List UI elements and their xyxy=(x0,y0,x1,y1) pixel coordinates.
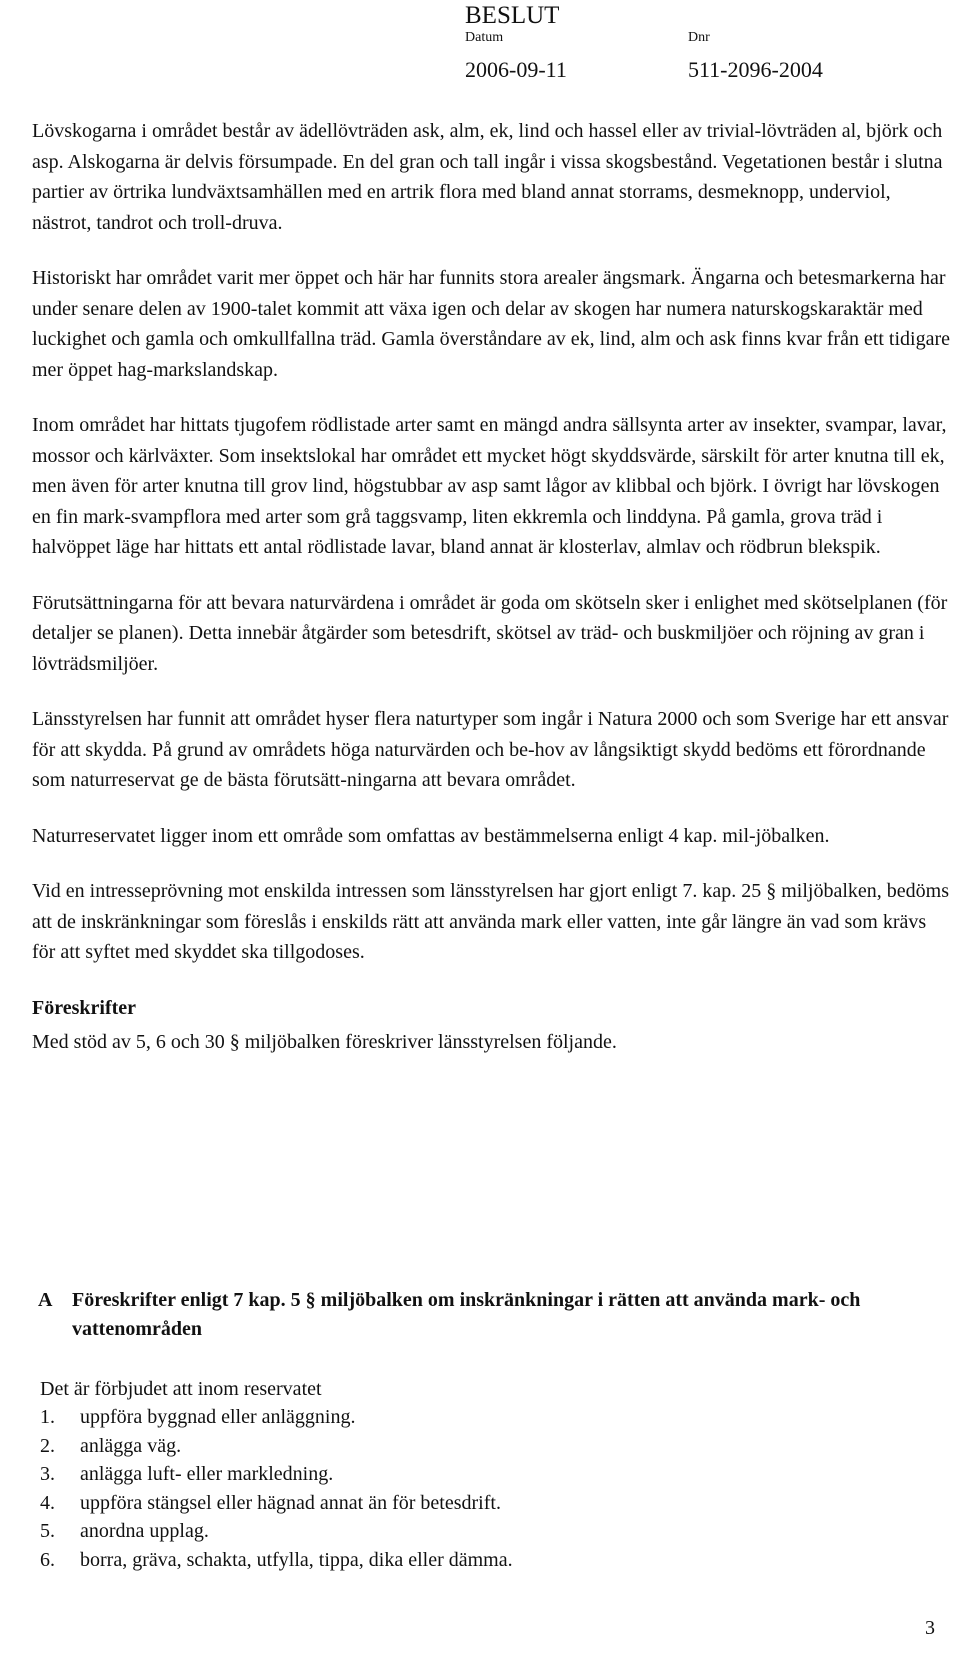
list-item-text: borra, gräva, schakta, utfylla, tippa, dika eller dämma. xyxy=(80,1548,513,1571)
list-item-text: anlägga väg. xyxy=(80,1434,182,1457)
paragraph-miljobalken: Naturreservatet ligger inom ett område som omfattas av bestämmelserna enligt 4 kap. mil-jöbalken. xyxy=(32,824,830,847)
list-item-number: 3. xyxy=(40,1463,55,1485)
list-item xyxy=(40,1517,513,1546)
document-title: BESLUT xyxy=(465,2,560,29)
list-item-text: uppföra byggnad eller anläggning. xyxy=(80,1406,356,1428)
list-item xyxy=(40,1403,513,1432)
page-number: 3 xyxy=(925,1617,935,1639)
list-item-text: anlägga luft- eller markledning. xyxy=(80,1463,334,1485)
list-item-text: uppföra stängsel eller hägnad annat än för betesdrift. xyxy=(80,1491,501,1514)
prohibition-intro: Det är förbjudet att inom reservatet xyxy=(40,1378,322,1400)
list-item-number: 2. xyxy=(40,1434,55,1457)
dnr-value: 511-2096-2004 xyxy=(688,57,823,82)
list-item xyxy=(40,1432,513,1461)
paragraph-history: Historiskt har området varit mer öppet och här har funnits stora arealer ängsmark. Ängarna och betesmarkerna har under senare delen av 1900-talet kommit att växa igen och delar av skogen har numera naturskogskaraktär med luckighet och gamla och omkullfallna träd. Gamla överståndare av ek, lind, alm och ask finns kvar från ett tidigare mer öppet hag-markslandskap. xyxy=(32,267,951,381)
paragraph-conditions: Förutsättningarna för att bevara naturvärdena i området är goda om skötseln sker i enlighet med skötselplanen (för detaljer se planen). Detta innebär åtgärder som betesdrift, skötsel av träd- och buskmiljöer och röjning av gran i lövträdsmiljöer. xyxy=(32,591,948,675)
list-item-text: anordna upplag. xyxy=(80,1520,209,1542)
list-item-number: 1. xyxy=(40,1406,55,1428)
prohibition-list xyxy=(40,1403,513,1574)
date-label: Datum xyxy=(465,30,504,45)
paragraph-vegetation: Lövskogarna i området består av ädellövträden ask, alm, ek, lind och hassel eller av trivial-lövträden al, björk och asp. Alskogarna är delvis försumpade. En del gran och tall ingår i vissa skogsbestånd. Vegetationen består i slutna partier av örtrika lundväxtsamhällen med en artrik flora med bland annat storrams, desmeknopp, underviol, nästrot, tandrot och troll-druva. xyxy=(32,120,943,234)
paragraph-intresseprovning: Vid en intresseprövning mot enskilda intressen som länsstyrelsen har gjort enligt 7. kap. 25 § miljöbalken, bedöms att de inskränkningar som föreslås i enskilds rätt att använda mark eller vatten, inte går längre än vad som krävs för att syftet med skyddet ska tillgodoses. xyxy=(32,880,949,963)
list-item xyxy=(40,1489,513,1518)
list-item xyxy=(40,1546,513,1575)
date-value: 2006-09-11 xyxy=(465,57,567,82)
dnr-label: Dnr xyxy=(688,30,710,45)
section-letter: A xyxy=(38,1289,53,1311)
list-item-number: 4. xyxy=(40,1491,55,1514)
paragraph-natura2000: Länsstyrelsen har funnit att området hyser flera naturtyper som ingår i Natura 2000 och som Sverige har ett ansvar för att skydda. På grund av områdets höga naturvärden och be-hov av långsiktigt skydd bedöms ett förordnande som naturreservat ge de bästa förutsätt-ningarna att bevara området. xyxy=(32,708,949,791)
paragraph-species: Inom området har hittats tjugofem rödlistade arter samt en mängd andra sällsynta arter av insekter, svampar, lavar, mossor och kärlväxter. Som insektslokal har området ett mycket högt skyddsvärde, särskilt för arter knutna till ek, men även för arter knutna till grov lind, högstubbar av asp samt lågor av klibbal och björk. I övrigt har lövskogen en fin mark-svampflora med arter som grå taggsvamp, liten ekkremla och linddyna. På gamla, grova träd i halvöppet läge har hittats ett antal rödlistade lavar, bland annat är klosterlav, almlav och rödbrun blekspik. xyxy=(32,414,947,558)
document-body xyxy=(32,116,954,1083)
list-item-number: 5. xyxy=(40,1520,55,1542)
foreskrifter-heading: Föreskrifter xyxy=(32,996,137,1019)
foreskrifter-intro: Med stöd av 5, 6 och 30 § miljöbalken föreskriver länsstyrelsen följande. xyxy=(32,1031,617,1053)
list-item xyxy=(40,1460,513,1489)
section-title: Föreskrifter enligt 7 kap. 5 § miljöbalken om inskränkningar i rätten att använda mark- och vattenområden xyxy=(72,1289,861,1340)
list-item-number: 6. xyxy=(40,1548,55,1571)
